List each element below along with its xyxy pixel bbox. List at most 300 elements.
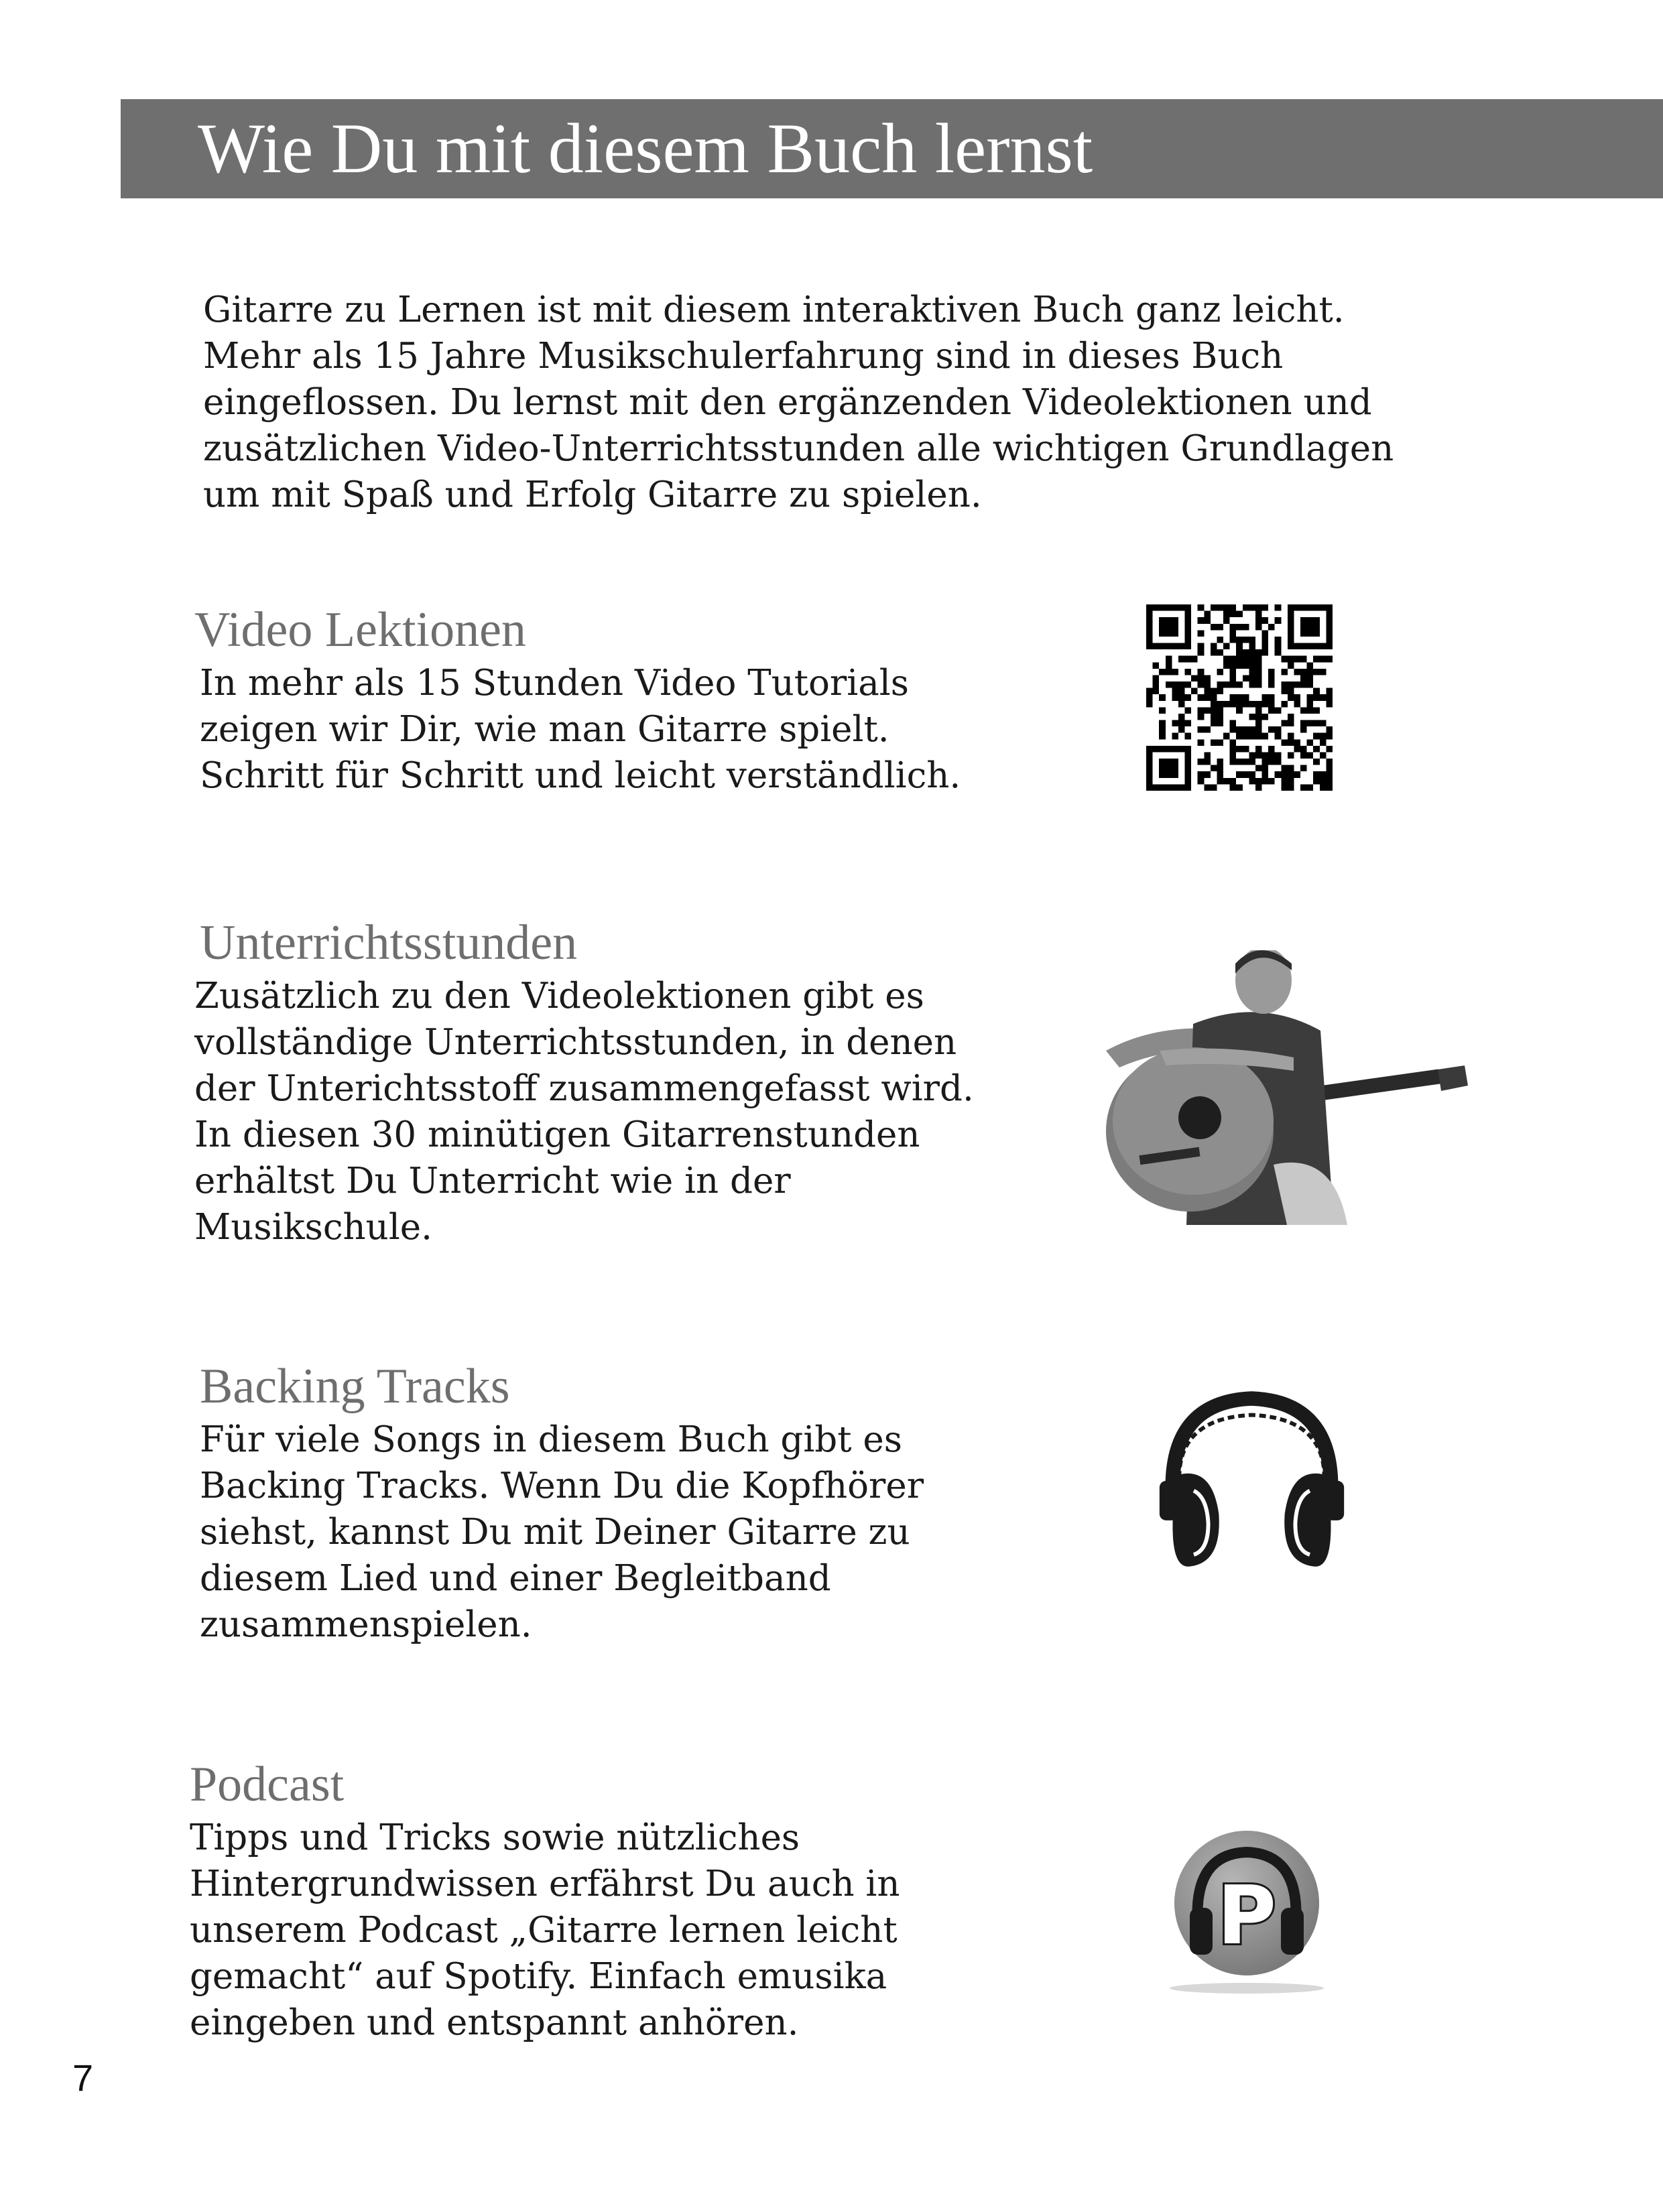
qr-module [1275,649,1282,656]
qr-module [1262,778,1269,785]
qr-module [1230,778,1237,785]
qr-module [1300,765,1307,772]
qr-module [1275,771,1282,778]
qr-module [1198,617,1205,624]
qr-module [1275,752,1282,759]
qr-module [1300,784,1307,791]
qr-module [1288,694,1294,701]
qr-module [1307,720,1314,727]
qr-module [1236,746,1243,753]
qr-module [1243,656,1249,663]
qr-module [1326,726,1333,733]
qr-module [1223,701,1230,708]
qr-module [1255,675,1262,681]
qr-module [1159,707,1166,714]
qr-module [1326,759,1333,765]
qr-module [1300,720,1307,727]
qr-module [1236,656,1243,663]
podcast-logo-letter: P [1217,1870,1276,1963]
qr-module [1288,771,1294,778]
qr-module [1255,784,1262,791]
qr-module [1326,771,1333,778]
qr-module [1268,746,1275,753]
qr-module [1159,720,1166,727]
text-line: unserem Podcast „Gitarre lernen leicht [190,1910,898,1951]
qr-module [1268,675,1275,681]
qr-module [1255,681,1262,688]
qr-module [1281,656,1288,663]
qr-module [1159,733,1166,740]
section-text [200,1417,1099,1648]
qr-module [1204,694,1211,701]
qr-module [1223,656,1230,663]
qr-module [1294,681,1300,688]
qr-module [1198,681,1205,688]
qr-module [1249,675,1255,681]
qr-module [1178,701,1185,708]
qr-module [1185,669,1192,675]
qr-module [1198,726,1205,733]
qr-module [1268,701,1275,708]
qr-module [1300,746,1307,753]
qr-module [1243,701,1249,708]
qr-module [1294,669,1300,675]
qr-module [1320,694,1327,701]
qr-module [1249,649,1255,656]
qr-module [1217,701,1223,708]
qr-module [1326,746,1333,753]
qr-module [1320,733,1327,740]
qr-module [1217,649,1223,656]
qr-module [1153,675,1160,681]
qr-module [1300,675,1307,681]
qr-module [1326,778,1333,785]
section-heading: Backing Tracks [200,1359,510,1414]
qr-module [1204,675,1211,681]
qr-module [1172,720,1178,727]
qr-module [1166,656,1172,663]
qr-module [1223,662,1230,669]
qr-module [1307,662,1314,669]
qr-module [1275,604,1282,611]
qr-module [1307,739,1314,746]
qr-module [1198,714,1205,720]
qr-module [1288,656,1294,663]
qr-module [1223,611,1230,618]
qr-module [1326,694,1333,701]
qr-module [1211,694,1217,701]
qr-module [1307,669,1314,675]
qr-module [1230,611,1237,618]
qr-module [1204,784,1211,791]
intro-line: Mehr als 15 Jahre Musikschulerfahrung sind in dieses Buch [203,336,1284,377]
qr-module [1313,707,1320,714]
text-line: zusammenspielen. [200,1604,532,1645]
qr-module [1288,681,1294,688]
qr-module [1249,662,1255,669]
qr-module [1236,637,1243,643]
qr-module [1236,707,1243,714]
qr-module [1172,681,1178,688]
section-heading: Unterrichtsstunden [200,915,578,970]
text-line: Tipps und Tricks sowie nützliches [190,1817,800,1858]
qr-module [1249,752,1255,759]
qr-module [1275,733,1282,740]
qr-module [1243,637,1249,643]
qr-module [1217,778,1223,785]
qr-module [1307,694,1314,701]
qr-module [1249,726,1255,733]
qr-module [1268,726,1275,733]
qr-module [1262,771,1269,778]
qr-module [1320,739,1327,746]
qr-module [1230,746,1237,753]
qr-module [1288,739,1294,746]
qr-module [1255,617,1262,624]
qr-module [1281,688,1288,695]
qr-module [1191,688,1198,695]
qr-module [1153,662,1160,669]
qr-module [1307,784,1314,791]
qr-module [1217,720,1223,727]
qr-module [1307,681,1314,688]
qr-module [1243,604,1249,611]
qr-module [1275,707,1282,714]
qr-module [1313,746,1320,753]
qr-module [1166,669,1172,675]
qr-module [1262,617,1269,624]
qr-module [1153,688,1160,695]
qr-module [1243,746,1249,753]
qr-module [1288,784,1294,791]
qr-module [1223,681,1230,688]
qr-module [1230,630,1237,637]
qr-module [1172,733,1178,740]
qr-module [1326,688,1333,695]
qr-module [1159,726,1166,733]
intro-line: um mit Spaß und Erfolg Gitarre zu spielen. [203,474,982,515]
section-text [194,973,1099,1250]
qr-module [1326,784,1333,791]
qr-module [1275,637,1282,643]
qr-module [1255,707,1262,714]
qr-module [1255,765,1262,772]
qr-module [1217,714,1223,720]
qr-module [1243,733,1249,740]
qr-module [1313,720,1320,727]
qr-module [1211,739,1217,746]
qr-module [1255,604,1262,611]
qr-module [1236,662,1243,669]
qr-module [1307,675,1314,681]
qr-module [1204,707,1211,714]
qr-module [1236,681,1243,688]
text-line: Hintergrundwissen erfährst Du auch in [190,1864,900,1904]
qr-module [1268,759,1275,765]
qr-module [1320,720,1327,727]
qr-module [1300,726,1307,733]
qr-module [1217,669,1223,675]
qr-module [1262,752,1269,759]
qr-module [1211,714,1217,720]
qr-module [1185,694,1192,701]
qr-module [1275,643,1282,650]
qr-module [1204,726,1211,733]
qr-module [1230,784,1237,791]
qr-module [1249,771,1255,778]
qr-module [1268,778,1275,785]
qr-module [1185,733,1192,740]
intro-line: zusätzlichen Video-Unterrichtsstunden alle wichtigen Grundlagen [203,428,1394,469]
qr-module [1268,624,1275,631]
qr-module [1281,669,1288,675]
qr-module [1281,739,1288,746]
qr-module [1211,688,1217,695]
qr-module [1236,643,1243,650]
qr-module [1230,759,1237,765]
qr-module [1230,752,1237,759]
qr-module [1300,752,1307,759]
qr-module [1243,662,1249,669]
page-number: 7 [72,2057,94,2099]
qr-module [1178,726,1185,733]
qr-module [1300,656,1307,663]
intro-paragraph [203,287,1477,518]
qr-module [1326,733,1333,740]
qr-module [1230,637,1237,643]
qr-module [1249,656,1255,663]
qr-module [1275,759,1282,765]
qr-module [1178,720,1185,727]
qr-module [1275,726,1282,733]
qr-module [1185,656,1192,663]
qr-module [1281,681,1288,688]
qr-module [1249,604,1255,611]
headphones-icon [1153,1380,1351,1575]
qr-module [1262,733,1269,740]
guitarist-photo [1093,950,1468,1225]
qr-module [1217,739,1223,746]
qr-module [1307,701,1314,708]
qr-module [1262,714,1269,720]
qr-module [1268,694,1275,701]
qr-module [1198,707,1205,714]
qr-module [1191,675,1198,681]
text-line: Backing Tracks. Wenn Du die Kopfhörer [200,1466,924,1506]
page-title: Wie Du mit diesem Buch lernst [198,109,1093,188]
text-line: gemacht“ auf Spotify. Einfach emusika [190,1956,887,1997]
qr-module [1307,707,1314,714]
qr-module [1236,611,1243,618]
qr-module [1249,643,1255,650]
qr-module [1294,694,1300,701]
qr-module [1230,739,1237,746]
qr-module [1255,701,1262,708]
qr-module [1288,662,1294,669]
text-line: diesem Lied und einer Begleitband [200,1558,831,1599]
qr-module [1249,759,1255,765]
qr-module [1178,656,1185,663]
qr-module [1288,765,1294,772]
qr-module [1198,630,1205,637]
qr-module [1294,746,1300,753]
qr-module [1255,720,1262,727]
section-text [190,1815,1095,2046]
qr-module [1268,707,1275,714]
qr-module [1249,714,1255,720]
qr-module [1217,624,1223,631]
qr-module [1313,778,1320,785]
qr-module [1288,714,1294,720]
qr-module [1255,669,1262,675]
qr-module [1236,733,1243,740]
qr-module [1288,733,1294,740]
qr-module [1262,765,1269,772]
text-line: erhältst Du Unterricht wie in der [194,1161,791,1201]
qr-module [1262,694,1269,701]
qr-module [1288,778,1294,785]
qr-module [1313,669,1320,675]
section-video-lektionen [194,600,1099,799]
qr-module [1198,778,1205,785]
qr-module [1313,656,1320,663]
qr-module [1294,771,1300,778]
qr-module [1217,759,1223,765]
text-line: zeigen wir Dir, wie man Gitarre spielt. [200,709,889,750]
qr-module [1211,624,1217,631]
qr-module [1268,752,1275,759]
qr-module [1198,649,1205,656]
text-line: eingeben und entspannt anhören. [190,2002,799,2043]
qr-module [1178,688,1185,695]
qr-module [1223,617,1230,624]
qr-module [1326,656,1333,663]
text-line: Für viele Songs in diesem Buch gibt es [200,1419,902,1460]
qr-module [1320,656,1327,663]
qr-module [1198,669,1205,675]
section-heading: Podcast [190,1757,345,1812]
qr-module [1230,681,1237,688]
text-line: In mehr als 15 Stunden Video Tutorials [200,663,909,704]
chapter-header [121,99,1663,198]
qr-module [1300,669,1307,675]
qr-module [1243,771,1249,778]
qr-module [1281,784,1288,791]
qr-module [1198,759,1205,765]
qr-module [1204,611,1211,618]
qr-module [1255,649,1262,656]
qr-module [1255,611,1262,618]
qr-module [1243,694,1249,701]
qr-module [1249,733,1255,740]
qr-module [1262,637,1269,643]
qr-module [1249,778,1255,785]
qr-module [1249,681,1255,688]
text-line: siehst, kannst Du mit Deiner Gitarre zu [200,1512,910,1553]
qr-module [1211,784,1217,791]
qr-module [1217,771,1223,778]
qr-module [1236,624,1243,631]
qr-module [1320,752,1327,759]
qr-module [1217,681,1223,688]
section-text [200,660,1099,799]
qr-module [1262,604,1269,611]
qr-module [1211,720,1217,727]
qr-module [1230,624,1237,631]
qr-module [1243,759,1249,765]
qr-module [1166,662,1172,669]
qr-module [1288,720,1294,727]
qr-module [1198,643,1205,650]
qr-module [1268,669,1275,675]
qr-module [1159,694,1166,701]
qr-module [1230,701,1237,708]
qr-module [1204,617,1211,624]
qr-module [1326,765,1333,772]
qr-module [1230,726,1237,733]
qr-module [1230,669,1237,675]
qr-module [1300,681,1307,688]
qr-module [1288,688,1294,695]
qr-module [1255,752,1262,759]
qr-module [1236,771,1243,778]
qr-module [1249,701,1255,708]
qr-module [1211,604,1217,611]
qr-module [1320,784,1327,791]
qr-module [1255,714,1262,720]
qr-module [1307,752,1314,759]
qr-module [1294,656,1300,663]
qr-module [1313,694,1320,701]
qr-module [1178,714,1185,720]
qr-module [1255,624,1262,631]
qr-module [1236,726,1243,733]
text-line: Schritt für Schritt und leicht verständlich. [200,755,961,796]
qr-module [1185,681,1192,688]
qr-module [1320,778,1327,785]
qr-module [1198,675,1205,681]
qr-module [1230,720,1237,727]
qr-module [1243,624,1249,631]
qr-module [1262,643,1269,650]
qr-module [1204,759,1211,765]
qr-module [1320,669,1327,675]
qr-module [1172,688,1178,695]
qr-module [1204,681,1211,688]
qr-module [1262,759,1269,765]
qr-module [1230,604,1237,611]
text-line: vollständige Unterrichtsstunden, in denen [194,1022,957,1063]
qr-module [1230,694,1237,701]
qr-module [1255,662,1262,669]
qr-module [1326,701,1333,708]
qr-module [1255,778,1262,785]
podcast-icon [1163,1824,1337,1998]
qr-module [1146,694,1153,701]
qr-module [1294,739,1300,746]
intro-line: eingeflossen. Du lernst mit den ergänzenden Videolektionen und [203,382,1372,423]
qr-module [1281,771,1288,778]
qr-module [1217,637,1223,643]
qr-module [1281,720,1288,727]
qr-code-icon[interactable] [1146,604,1333,791]
qr-module [1262,701,1269,708]
qr-module [1236,649,1243,656]
qr-module [1211,649,1217,656]
qr-module [1243,726,1249,733]
qr-module [1288,752,1294,759]
qr-module [1217,688,1223,695]
